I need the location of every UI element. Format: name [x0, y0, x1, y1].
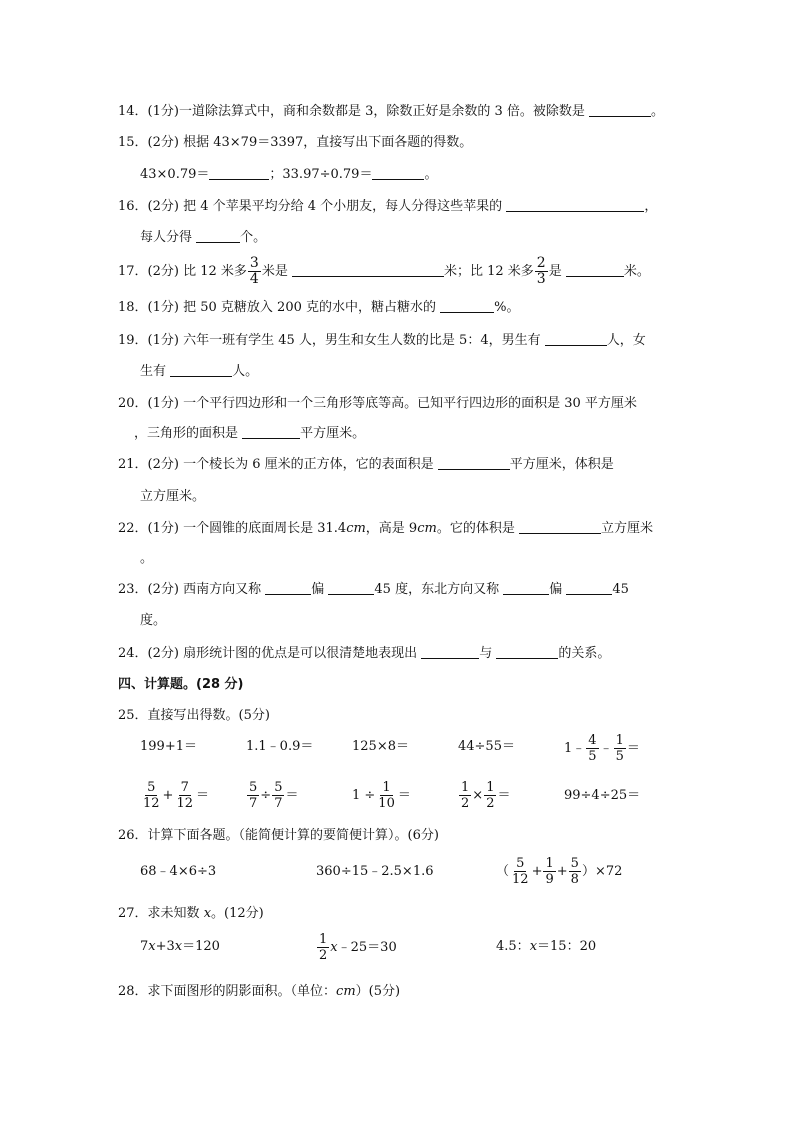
question-23-line2 — [140, 611, 166, 631]
answer-blank[interactable] — [292, 262, 444, 277]
calc-item: 44÷55＝ — [458, 739, 515, 754]
q-text: 一个平行四边形和一个三角形等底等高。已知平行四边形的面积是 30 平方厘米 — [183, 396, 637, 411]
fraction — [543, 856, 555, 887]
answer-blank[interactable] — [438, 455, 510, 470]
calc-text: + — [531, 864, 543, 879]
calc-text: ＝ — [285, 788, 299, 803]
q-text: 偏 — [311, 582, 329, 597]
numerator: 1 — [545, 856, 554, 871]
answer-blank[interactable] — [506, 197, 644, 212]
q-text-end: 。 — [651, 104, 665, 119]
calc-item: 360÷15﹣2.5×1.6 — [316, 864, 434, 879]
equation-item — [316, 932, 397, 964]
question-22-line2 — [140, 549, 153, 569]
numerator: 1 — [615, 733, 624, 748]
calc-item — [140, 780, 209, 812]
q-text: ，三角形的面积是 — [134, 426, 243, 441]
calc-item: 99÷4÷25＝ — [564, 788, 641, 803]
fraction — [376, 780, 397, 811]
answer-blank[interactable] — [328, 580, 374, 595]
q-score: (1分) — [147, 104, 179, 119]
question-21-line2 — [140, 487, 205, 507]
fraction — [174, 780, 195, 811]
q-text: 六年一班有学生 45 人，男生和女生人数的比是 5：4，男生有 — [183, 333, 545, 348]
variable: x — [529, 939, 538, 954]
q-text: 45 — [612, 582, 629, 597]
fraction — [248, 256, 261, 287]
q-score: (1分) — [147, 300, 179, 315]
numerator: 5 — [147, 780, 156, 795]
answer-blank[interactable] — [170, 362, 232, 377]
answer-blank[interactable] — [440, 298, 494, 313]
denominator: 2 — [319, 948, 328, 963]
q-text: 一个圆锥的底面周长是 31.4 — [183, 521, 347, 536]
q-text-end: %。 — [494, 300, 520, 315]
numerator: 5 — [516, 856, 525, 871]
denominator: 7 — [274, 796, 283, 811]
variable: x — [174, 939, 183, 954]
q-text: 人，女 — [606, 333, 646, 348]
fraction — [535, 256, 548, 287]
q-text: 一个棱长为 6 厘米的正方体，它的表面积是 — [183, 457, 438, 472]
denominator: 12 — [176, 796, 193, 811]
unit-text: cm — [346, 521, 366, 536]
question-24 — [118, 644, 610, 664]
answer-blank[interactable] — [503, 580, 549, 595]
calc-item — [458, 780, 510, 812]
question-15-line2 — [140, 165, 437, 185]
q-number: 14． — [118, 104, 148, 119]
question-27-title — [118, 904, 264, 924]
question-21 — [118, 455, 614, 475]
calc-text: ）×72 — [581, 864, 623, 879]
fraction — [614, 733, 626, 764]
question-25-title: 25．直接写出得数。(5分) — [118, 708, 270, 723]
q-text: 每人分得 — [140, 230, 197, 245]
q-text: 把 4 个苹果平均分给 4 个小朋友，每人分得这些苹果的 — [183, 199, 507, 214]
denominator: 7 — [249, 796, 258, 811]
question-16 — [118, 197, 657, 217]
q-text: ）(5分) — [355, 984, 401, 999]
numerator: 1 — [319, 932, 328, 947]
q-number: 24． — [118, 646, 148, 661]
calc-text: ＝ — [626, 741, 640, 756]
q-score: (2分) — [147, 199, 179, 214]
q-text: 扇形统计图的优点是可以很清楚地表现出 — [183, 646, 422, 661]
question-18 — [118, 298, 520, 318]
answer-blank[interactable] — [209, 165, 269, 180]
q-number: 15． — [118, 135, 148, 150]
calc-text: 4.5： — [496, 939, 530, 954]
answer-blank[interactable] — [196, 228, 240, 243]
q-text: 平方厘米。 — [300, 426, 366, 441]
question-14 — [118, 102, 664, 122]
question-23 — [118, 580, 629, 600]
answer-blank[interactable] — [242, 424, 300, 439]
question-20 — [118, 394, 637, 414]
unit-text: cm — [336, 984, 356, 999]
numerator: 5 — [274, 780, 283, 795]
q-number: 18． — [118, 300, 148, 315]
q-text: ；33.97÷0.79＝ — [269, 167, 373, 182]
answer-blank[interactable] — [566, 580, 612, 595]
numerator: 2 — [536, 255, 546, 271]
calc-text: ＝ — [196, 788, 210, 803]
q-text: 平方厘米，体积是 — [509, 457, 614, 472]
calc-text: ﹣25＝30 — [337, 940, 397, 955]
answer-blank[interactable] — [589, 102, 651, 117]
q-text: 个。 — [240, 230, 267, 245]
variable: x — [203, 906, 212, 921]
fraction — [247, 780, 259, 811]
answer-blank[interactable] — [519, 519, 601, 534]
calc-text: ＝15：20 — [537, 939, 597, 954]
calc-text: （ — [496, 864, 510, 879]
calc-text: ＝120 — [182, 939, 220, 954]
numerator: 3 — [249, 255, 259, 271]
q-text: 立方厘米 — [600, 521, 653, 536]
q-score: (2分) — [147, 264, 179, 279]
q-score: (2分) — [147, 135, 179, 150]
q-text: 与 — [479, 646, 497, 661]
variable: x — [330, 940, 338, 955]
numerator: 1 — [461, 780, 470, 795]
q-score: (2分) — [147, 582, 179, 597]
fraction — [484, 780, 496, 811]
q-text: 。(12分) — [211, 906, 264, 921]
q-text: 米是 — [261, 264, 292, 279]
calc-item: 68﹣4×6÷3 — [140, 864, 217, 879]
numerator: 1 — [382, 780, 391, 795]
numerator: 1 — [486, 780, 495, 795]
denominator: 12 — [143, 796, 160, 811]
q-number: 17． — [118, 264, 148, 279]
fraction — [459, 780, 471, 811]
question-15 — [118, 133, 472, 153]
q-text: 45 度，东北方向又称 — [374, 582, 504, 597]
q-text: 人。 — [232, 364, 259, 379]
q-text: 28．求下面图形的阴影面积。（单位： — [118, 984, 337, 999]
q-number: 19． — [118, 333, 148, 348]
variable: x — [148, 939, 156, 954]
fraction — [317, 932, 329, 963]
q-score: (2分) — [147, 457, 179, 472]
q-text: 生有 — [140, 364, 171, 379]
q-score: (1分) — [147, 396, 179, 411]
q-text: 米；比 12 米多 — [443, 264, 534, 279]
fraction — [141, 780, 162, 811]
q-number: 22． — [118, 521, 148, 536]
q-text: 米。 — [623, 264, 650, 279]
calc-text: + — [162, 788, 174, 803]
numerator: 4 — [588, 733, 597, 748]
unit-text: cm — [417, 521, 437, 536]
q-text: ，高是 9 — [365, 521, 418, 536]
numerator: 5 — [249, 780, 258, 795]
q-text: 根据 43×79＝3397，直接写出下面各题的得数。 — [183, 135, 473, 150]
q-text: 度。 — [140, 613, 167, 628]
calc-item: 1.1﹣0.9＝ — [246, 739, 314, 754]
q-text: 。它的体积是 — [436, 521, 519, 536]
calc-item — [564, 733, 640, 765]
question-28-title — [118, 982, 400, 1002]
calc-text: ＝ — [397, 788, 411, 803]
calc-text: + — [556, 864, 568, 879]
q-text: 把 50 克糖放入 200 克的水中，糖占糖水的 — [183, 300, 441, 315]
calc-text: × — [472, 788, 484, 803]
answer-blank[interactable] — [545, 331, 607, 346]
denominator: 12 — [512, 872, 529, 887]
q-text: 一道除法算式中，商和余数都是 3，除数正好是余数的 3 倍。被除数是 — [178, 104, 590, 119]
q-text: 西南方向又称 — [183, 582, 266, 597]
q-text: 是 — [548, 264, 566, 279]
calc-text: ＝ — [497, 788, 511, 803]
answer-blank[interactable] — [566, 262, 624, 277]
denominator: 3 — [536, 271, 546, 287]
fraction — [510, 856, 531, 887]
calc-item: 125×8＝ — [352, 739, 409, 754]
fraction — [569, 856, 581, 887]
answer-blank[interactable] — [496, 644, 558, 659]
calc-text: 1 ÷ — [352, 788, 376, 803]
calc-text: ﹣ — [599, 741, 613, 756]
denominator: 5 — [615, 749, 624, 764]
q-text: 。 — [140, 551, 154, 566]
q-score: (1分) — [147, 333, 179, 348]
q-score: (1分) — [147, 521, 179, 536]
denominator: 9 — [545, 872, 554, 887]
calc-item — [496, 856, 622, 888]
q-text: 偏 — [549, 582, 567, 597]
q-number: 20． — [118, 396, 148, 411]
section-heading: 四、计算题。(28 分) — [118, 677, 244, 692]
question-20-line2 — [134, 424, 365, 444]
numerator: 7 — [180, 780, 189, 795]
numerator: 5 — [570, 856, 579, 871]
question-19-line2 — [140, 362, 258, 382]
calc-item — [246, 780, 298, 812]
answer-blank[interactable] — [372, 165, 424, 180]
answer-blank[interactable] — [265, 580, 311, 595]
q-text: 的关系。 — [558, 646, 611, 661]
q-number: 16． — [118, 199, 148, 214]
q-text: 比 12 米多 — [183, 264, 247, 279]
q-score: (2分) — [147, 646, 179, 661]
denominator: 10 — [378, 796, 395, 811]
answer-blank[interactable] — [421, 644, 479, 659]
denominator: 2 — [486, 796, 495, 811]
equation-item — [140, 937, 220, 957]
q-text: 立方厘米。 — [140, 489, 206, 504]
q-text: 43×0.79＝ — [140, 167, 210, 182]
calc-text: ÷ — [260, 788, 272, 803]
question-19 — [118, 331, 646, 351]
denominator: 4 — [249, 271, 259, 287]
q-text-end: 。 — [424, 167, 438, 182]
q-text: ， — [644, 199, 658, 214]
equation-item — [496, 937, 596, 957]
calc-item: 199+1＝ — [140, 739, 197, 754]
calc-text: 7 — [140, 939, 149, 954]
denominator: 2 — [461, 796, 470, 811]
calc-text: +3 — [155, 939, 175, 954]
fraction — [586, 733, 598, 764]
denominator: 8 — [570, 872, 579, 887]
denominator: 5 — [588, 749, 597, 764]
q-number: 23． — [118, 582, 148, 597]
q-text: 27．求未知数 — [118, 906, 204, 921]
calc-item — [352, 780, 411, 812]
question-22 — [118, 519, 653, 539]
question-17 — [118, 256, 650, 287]
q-number: 21． — [118, 457, 148, 472]
question-16-line2 — [140, 228, 266, 248]
fraction — [272, 780, 284, 811]
question-26-title: 26．计算下面各题。（能简便计算的要简便计算）。(6分) — [118, 828, 439, 843]
calc-text: 1﹣ — [564, 741, 586, 756]
